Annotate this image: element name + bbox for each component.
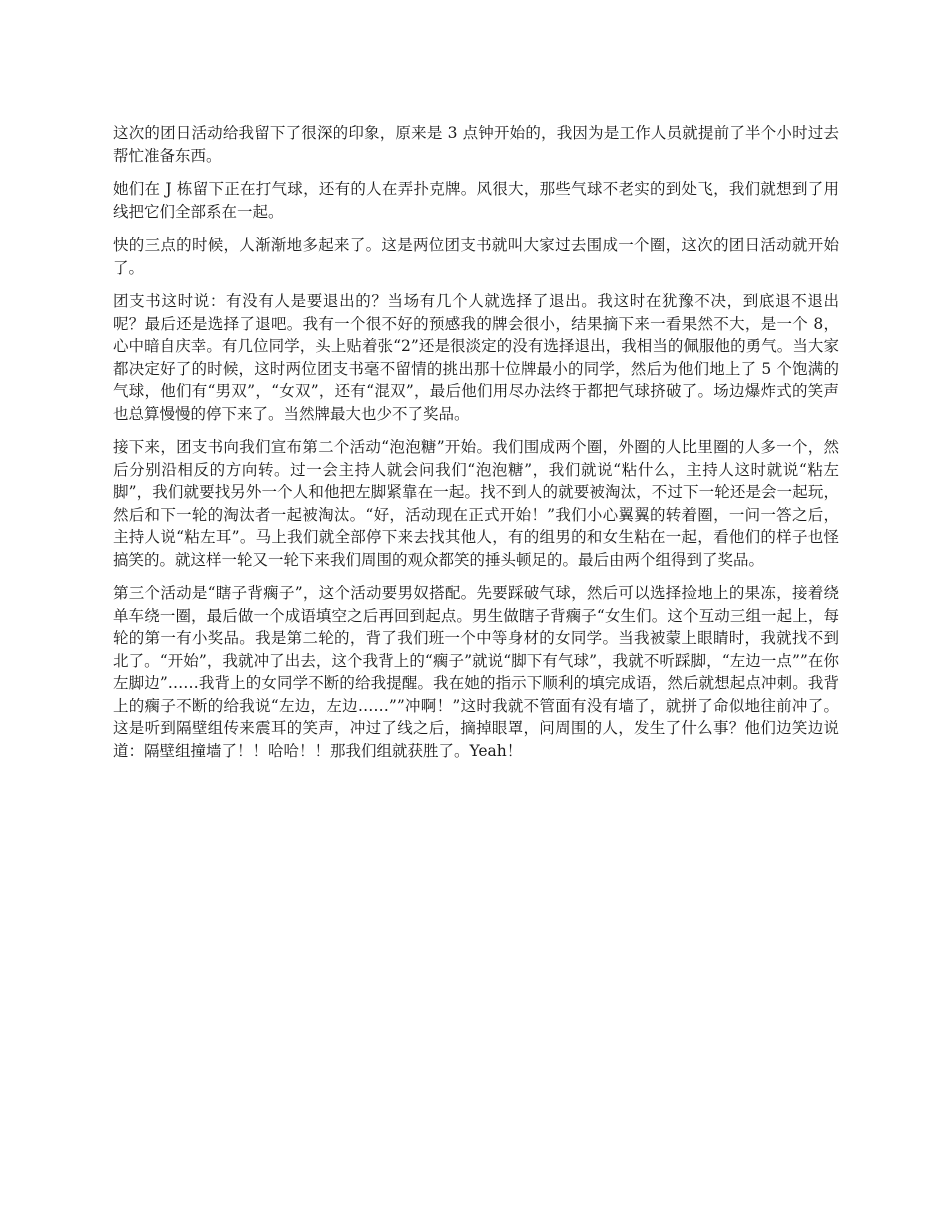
paragraph: 团支书这时说：有没有人是要退出的？当场有几个人就选择了退出。我这时在犹豫不决，到底退不退出呢？最后还是选择了退吧。我有一个很不好的预感我的牌会很小，结果摘下来一看果然不大，是一个 8，心中暗自庆幸。有几位同学，头上贴着张“2”还是很淡定的没有选择退出，我相当的佩服他的勇气。当大家都决定好了的时候，这时两位团支书毫不留情的挑出那十位牌最小的同学，然后为他们地上了 5 个饱满的气球，他们有“男双”，“女双”，还有“混双”，最后他们用尽办法终于都把气球挤破了。场边爆炸式的笑声也总算慢慢的停下来了。当然牌最大也少不了奖品。 <box>113 292 839 423</box>
paragraph: 第三个活动是“瞎子背瘸子”，这个活动要男奴搭配。先要踩破气球，然后可以选择捡地上的果冻，接着绕单车绕一圈，最后做一个成语填空之后再回到起点。男生做瞎子背瘸子“女生们。这个互动三组一起上，每轮的第一有小奖品。我是第二轮的，背了我们班一个中等身材的女同学。当我被蒙上眼睛时，我就找不到北了。“开始”，我就冲了出去，这个我背上的“瘸子”就说“脚下有气球”，我就不听踩脚，“左边一点””在你左脚边”……我背上的女同学不断的给我提醒。我在她的指示下顺利的填完成语，然后就想起点冲刺。我背上的瘸子不断的给我说“左边，左边……””冲啊！”这时我就不管面有没有墙了，就拼了命似地往前冲了。这是听到隔壁组传来震耳的笑声，冲过了线之后，摘掉眼罩，问周围的人，发生了什么事？他们边笑边说道：隔壁组撞墙了！！哈哈！！那我们组就获胜了。Yeah！ <box>113 584 839 760</box>
paragraph: 她们在 J 栋留下正在打气球，还有的人在弄扑克牌。风很大，那些气球不老实的到处飞，我们就想到了用线把它们全部系在一起。 <box>113 180 839 221</box>
paragraph: 快的三点的时候，人渐渐地多起来了。这是两位团支书就叫大家过去围成一个圈，这次的团日活动就开始了。 <box>113 236 839 277</box>
paragraph: 接下来，团支书向我们宣布第二个活动“泡泡糖”开始。我们围成两个圈，外圈的人比里圈的人多一个，然后分别沿相反的方向转。过一会主持人就会问我们“泡泡糖”，我们就说“粘什么，主持人这时就说“粘左脚”，我们就要找另外一个人和他把左脚紧靠在一起。找不到人的就要被淘汰，不过下一轮还是会一起玩，然后和下一轮的淘汰者一起被淘汰。“好，活动现在正式开始！”我们小心翼翼的转着圈，一问一答之后，主持人说“粘左耳”。马上我们就全部停下来去找其他人，有的组男的和女生粘在一起，看他们的样子也怪搞笑的。就这样一轮又一轮下来我们周围的观众都笑的捶头顿足的。最后由两个组得到了奖品。 <box>113 438 839 569</box>
paragraph: 这次的团日活动给我留下了很深的印象，原来是 3 点钟开始的，我因为是工作人员就提前了半个小时过去帮忙准备东西。 <box>113 124 839 165</box>
document-body <box>113 122 839 773</box>
